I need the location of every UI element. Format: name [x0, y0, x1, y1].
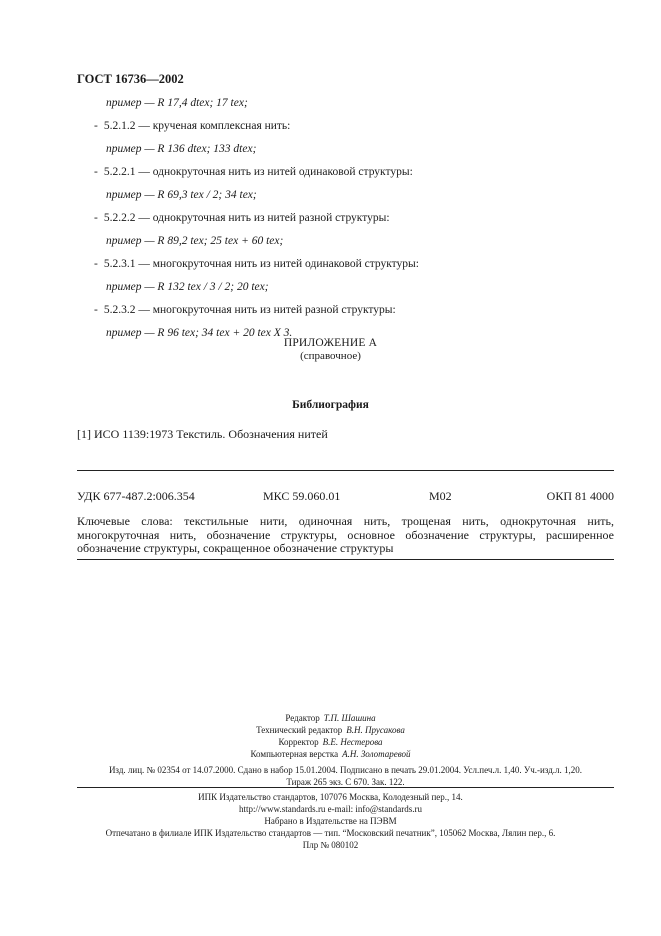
imprint-line: Плр № 080102 [302, 840, 359, 850]
credit-line: Компьютерная верстка А.Н. Золотаревой [250, 749, 411, 759]
clause-text: 5.2.1.2 — крученая комплексная нить: [103, 120, 291, 132]
document-header: ГОСТ 16736—2002 [77, 72, 184, 86]
clause-text: 5.2.2.2 — однокруточная нить из нитей разной структуры: [103, 212, 390, 224]
list-dash: - [94, 212, 98, 224]
mks-code: МКС 59.060.01 [263, 489, 341, 503]
appendix-subtitle: (справочное) [300, 350, 361, 362]
example-line: пример — R 89,2 tex; 25 tex + 60 tex; [106, 235, 284, 247]
divider [77, 559, 614, 560]
clause-line [94, 257, 419, 271]
example-line: пример — R 136 dtex; 133 dtex; [106, 143, 257, 155]
divider [77, 470, 614, 471]
example-line: пример — R 69,3 tex / 2; 34 tex; [106, 189, 257, 201]
list-dash: - [94, 258, 98, 270]
okp-code: ОКП 81 4000 [546, 489, 614, 503]
clause-line [94, 211, 390, 225]
appendix-title: ПРИЛОЖЕНИЕ А [283, 337, 378, 349]
clause-text: 5.2.3.2 — многокруточная нить из нитей разной структуры: [103, 304, 396, 316]
list-dash: - [94, 166, 98, 178]
udk-code: УДК 677-487.2:006.354 [77, 489, 195, 503]
credit-line: Технический редактор В.Н. Прусакова [256, 725, 405, 735]
imprint [0, 791, 661, 851]
publication-info [77, 764, 614, 788]
keywords: Ключевые слова: текстильные нити, одиночная нить, трощеная нить, однокруточная нить, многокруточная нить, обозначение структуры, основное обозначение структуры, расширенное обозначение структуры, сокращенное обозначение структуры [77, 514, 614, 556]
imprint-line: Отпечатано в филиале ИПК Издательство стандартов — тип. “Московский печатник”, 105062 Москва, Лялин пер., 6. [105, 828, 556, 838]
clause-text: 5.2.3.1 — многокруточная нить из нитей одинаковой структуры: [103, 258, 419, 270]
bibliography-item: [1] ИСО 1139:1973 Текстиль. Обозначения нитей [77, 427, 328, 441]
list-dash: - [94, 304, 98, 316]
editorial-credits [0, 712, 661, 760]
clause-line [94, 165, 413, 179]
clause-text: 5.2.2.1 — однокруточная нить из нитей одинаковой структуры: [103, 166, 413, 178]
example-line: пример — R 96 tex; 34 tex + 20 tex X 3. [106, 327, 293, 339]
imprint-line: Набрано в Издательстве на ПЭВМ [264, 816, 397, 826]
clause-line [94, 303, 396, 317]
publication-line: Тираж 265 экз. С 670. Зак. 122. [286, 777, 405, 787]
example-line: пример — R 17,4 dtex; 17 tex; [106, 97, 248, 109]
group-code: М02 [429, 489, 452, 503]
clause-line [94, 119, 290, 133]
example-line: пример — R 132 tex / 3 / 2; 20 tex; [106, 281, 269, 293]
imprint-line: http://www.standards.ru e-mail: info@standards.ru [239, 804, 422, 814]
publication-line: Изд. лиц. № 02354 от 14.07.2000. Сдано в набор 15.01.2004. Подписано в печать 29.01.2004. Усл.печ.л. 1,40. Уч.-изд.л. 1,20. [108, 765, 583, 775]
imprint-line: ИПК Издательство стандартов, 107076 Москва, Колодезный пер., 14. [198, 792, 463, 802]
credit-line: Корректор В.Е. Нестерова [278, 737, 383, 747]
divider [77, 787, 614, 788]
bibliography-title: Библиография [292, 399, 369, 411]
list-dash: - [94, 120, 98, 132]
credit-line: Редактор Т.П. Шашина [285, 713, 376, 723]
